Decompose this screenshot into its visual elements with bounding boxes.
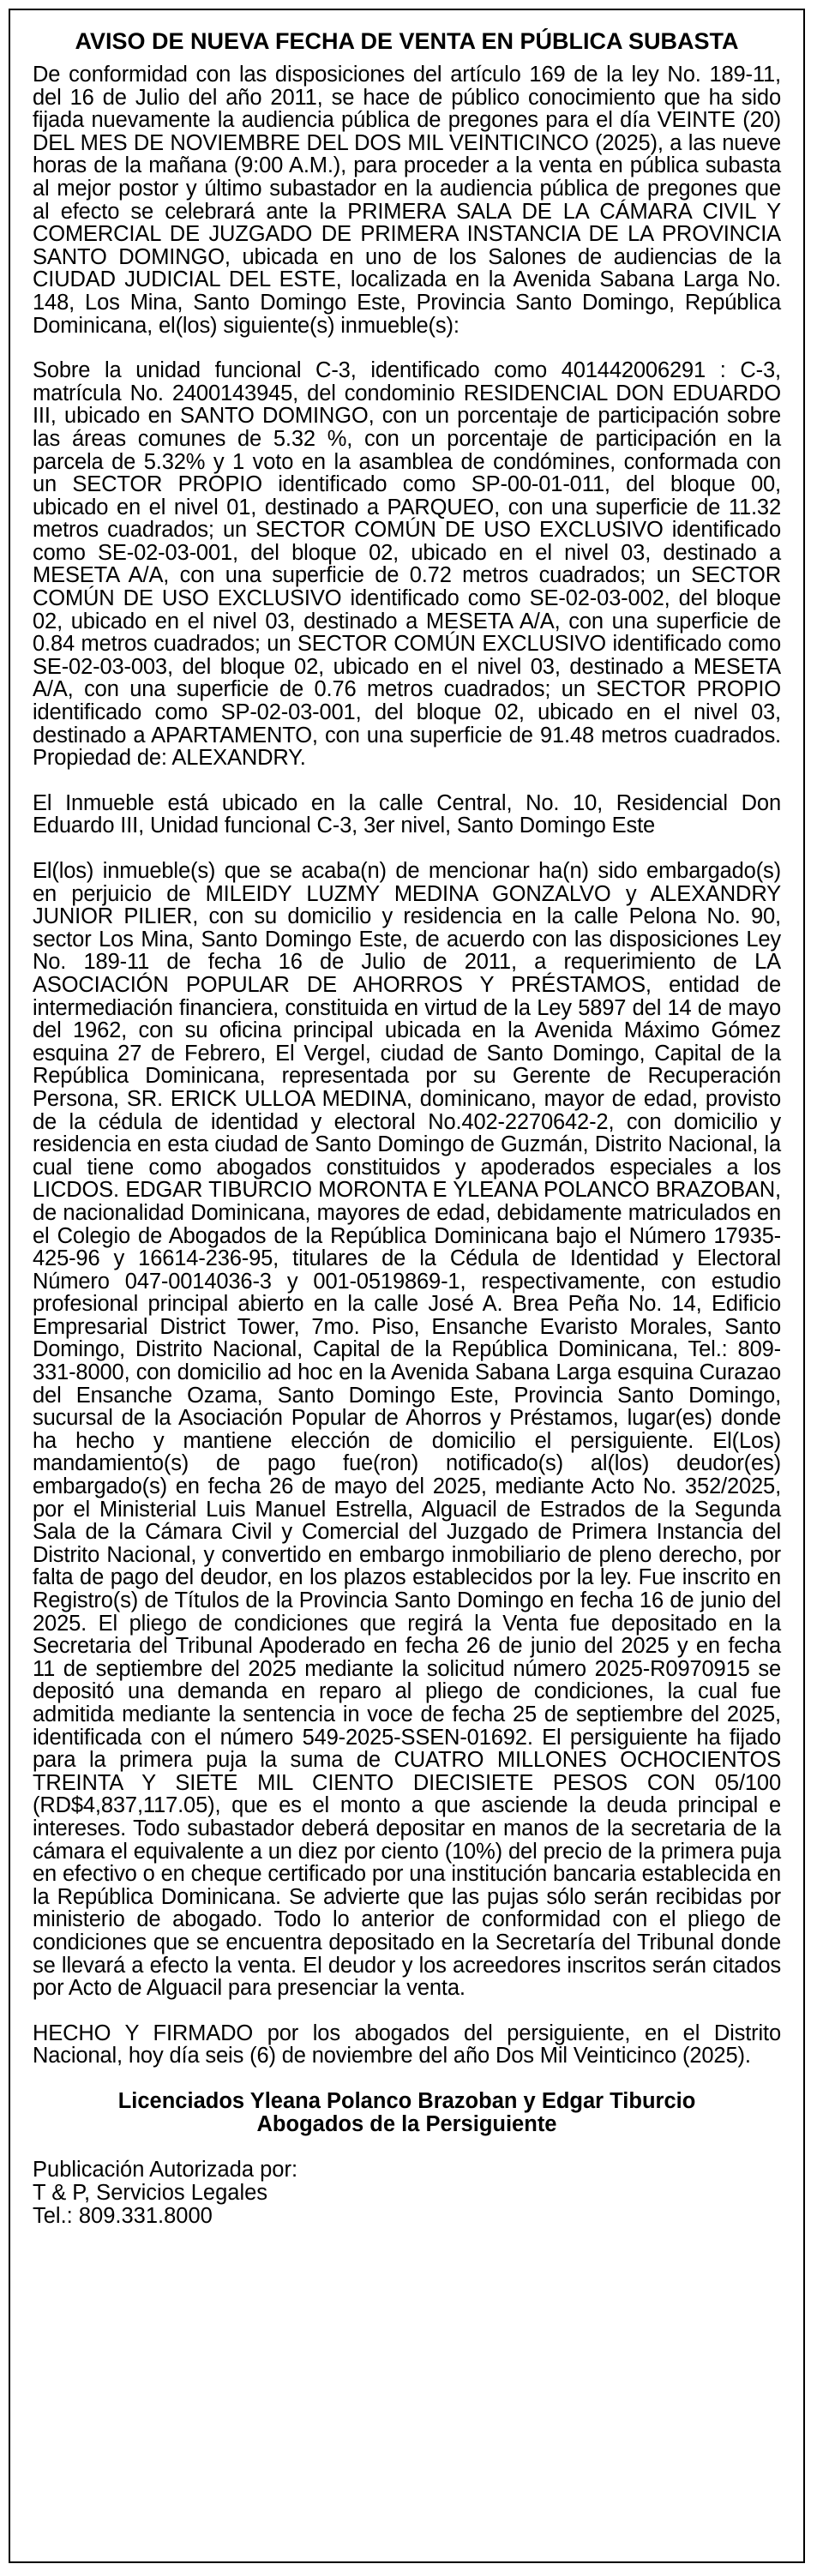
signature-block	[33, 2090, 781, 2136]
property-description-paragraph: Sobre la unidad funcional C-3, identificado como 401442006291 : C-3, matrícula No. 2400143945, del condominio RESIDENCIAL DON EDUARDO III, ubicado en SANTO DOMINGO, con un porcentaje de participación sobre las áreas comunes de 5.32 %, con un porcentaje de participación en la parcela de 5.32% y 1 voto en la asamblea de condómines, conformada con un SECTOR PROPIO identificado como SP-00-01-011, del bloque 00, ubicado en el nivel 01, destinado a PARQUEO, con una superficie de 11.32 metros cuadrados; un SECTOR COMÚN DE USO EXCLUSIVO identificado como SE-02-03-001, del bloque 02, ubicado en el nivel 03, destinado a MESETA A/A, con una superficie de 0.72 metros cuadrados; un SECTOR COMÚN DE USO EXCLUSIVO identificado como SE-02-03-002, del bloque 02, ubicado en el nivel 03, destinado a MESETA A/A, con una superficie de 0.84 metros cuadrados; un SECTOR COMÚN EXCLUSIVO identificado como SE-02-03-003, del bloque 02, ubicado en el nivel 03, destinado a MESETA A/A, con una superficie de 0.76 metros cuadrados; un SECTOR PROPIO identificado como SP-02-03-001, del bloque 02, ubicado en el nivel 03, destinado a APARTAMENTO, con una superficie de 91.48 metros cuadrados. Propiedad de: ALEXANDRY.	[33, 358, 781, 771]
notice-title: AVISO DE NUEVA FECHA DE VENTA EN PÚBLICA SUBASTA	[75, 28, 739, 54]
signed-paragraph: HECHO Y FIRMADO por los abogados del persiguiente, en el Distrito Nacional, hoy día seis (6) de noviembre del año Dos Mil Veinticinco (2025).	[33, 2021, 781, 2069]
signature-role: Abogados de la Persiguiente	[256, 2111, 557, 2136]
publication-authorized: Publicación Autorizada por:	[33, 2157, 298, 2182]
seizure-details-paragraph: El(los) inmueble(s) que se acaba(n) de mencionar ha(n) sido embargado(s) en perjuicio de MILEIDY LUZMY MEDINA GONZALVO y ALEXANDRY JUNIOR PILIER, con su domicilio y residencia en la calle Pelona No. 90, sector Los Mina, Santo Domingo Este, de acuerdo con las disposiciones Ley No. 189-11 de fecha 16 de Julio de 2011, a requerimiento de LA ASOCIACIÓN POPULAR DE AHORROS Y PRÉSTAMOS, entidad de intermediación financiera, constituida en virtud de la Ley 5897 del 14 de mayo del 1962, con su oficina principal ubicada en la Avenida Máximo Gómez esquina 27 de Febrero, El Vergel, ciudad de Santo Domingo, Capital de la República Dominicana, representada por su Gerente de Recuperación Persona, SR. ERICK ULLOA MEDINA, dominicano, mayor de edad, provisto de la cédula de identidad y electoral No.402-2270642-2, con domicilio y residencia en esta ciudad de Santo Domingo de Guzmán, Distrito Nacional, la cual tiene como abogados constituidos y apoderados especiales a los LICDOS. EDGAR TIBURCIO MORONTA E YLEANA POLANCO BRAZOBAN, de nacionalidad Dominicana, mayores de edad, debidamente matriculados en el Colegio de Abogados de la República Dominicana bajo el Número 17935-425-96 y 16614-236-95, titulares de la Cédula de Identidad y Electoral Número 047-0014036-3 y 001-0519869-1, respectivamente, con estudio profesional principal abierto en la calle José A. Brea Peña No. 14, Edificio Empresarial District Tower, 7mo. Piso, Ensanche Evaristo Morales, Santo Domingo, Distrito Nacional, Capital de la República Dominicana, Tel.: 809-331-8000, con domicilio ad hoc en la Avenida Sabana Larga esquina Curazao del Ensanche Ozama, Santo Domingo Este, Provincia Santo Domingo, sucursal de la Asociación Popular de Ahorros y Préstamos, lugar(es) donde ha hecho y mantiene elección de domicilio el persiguiente. El(Los) mandamiento(s) de pago fue(ron) notificado(s) al(los) deudor(es) embargado(s) en fecha 26 de mayo del 2025, mediante Acto No. 352/2025, por el Ministerial Luis Manuel Estrella, Alguacil de Estrados de la Segunda Sala de la Cámara Civil y Comercial del Juzgado de Primera Instancia del Distrito Nacional, y convertido en embargo inmobiliario de pleno derecho, por falta de pago del deudor, en los plazos establecidos por la ley. Fue inscrito en Registro(s) de Títulos de la Provincia Santo Domingo en fecha 16 de junio del 2025. El pliego de condiciones que regirá la Venta fue depositado en la Secretaria del Tribunal Apoderado en fecha 26 de junio del 2025 y en fecha 11 de septiembre del 2025 mediante la solicitud número 2025-R0970915 se depositó una demanda en reparo al pliego de condiciones, la cual fue admitida mediante la sentencia in voce de fecha 25 de septiembre del 2025, identificada con el número 549-2025-SSEN-01692. El persiguiente ha fijado para la primera puja la suma de CUATRO MILLONES OCHOCIENTOS TREINTA Y SIETE MIL CIENTO DIECISIETE PESOS CON 05/100 (RD$4,837,117.05), que es el monto a que asciende la deuda principal e intereses. Todo subastador deberá depositar en manos de la secretaria de la cámara el equivalente a un diez por ciento (10%) del precio de la primera puja en efectivo o en cheque certificado por una institución bancaria establecida en la República Dominicana. Se advierte que las pujas sólo serán recibidas por ministerio de abogado. Todo lo anterior de conformidad con el pliego de condiciones que se encuentra depositado en la Secretaría del Tribunal donde se llevará a efecto la venta. El deudor y los acreedores inscritos serán citados por Acto de Alguacil para presenciar la venta.	[33, 859, 781, 2001]
publication-phone: Tel.: 809.331.8000	[33, 2203, 213, 2228]
intro-paragraph: De conformidad con las disposiciones del artículo 169 de la ley No. 189-11, del 16 de Julio del año 2011, se hace de público conocimiento que ha sido fijada nuevamente la audiencia pública de pregones para el día VEINTE (20) DEL MES DE NOVIEMBRE DEL DOS MIL VEINTICINCO (2025), a las nueve horas de la mañana (9:00 A.M.), para proceder a la venta en pública subasta al mejor postor y último subastador en la audiencia pública de pregones que al efecto se celebrará ante la PRIMERA SALA DE LA CÁMARA CIVIL Y COMERCIAL DE JUZGADO DE PRIMERA INSTANCIA DE LA PROVINCIA SANTO DOMINGO, ubicada en uno de los Salones de audiencias de la CIUDAD JUDICIAL DEL ESTE, localizada en la Avenida Sabana Larga No. 148, Los Mina, Santo Domingo Este, Provincia Santo Domingo, República Dominicana, el(los) siguiente(s) inmueble(s):	[33, 63, 781, 338]
property-location-paragraph: El Inmueble está ubicado en la calle Central, No. 10, Residencial Don Eduardo III, Unidad funcional C-3, 3er nivel, Santo Domingo Este	[33, 790, 781, 838]
publication-info	[33, 2159, 781, 2228]
publication-company: T & P, Servicios Legales	[33, 2180, 268, 2205]
legal-notice	[9, 9, 805, 2563]
signature-names: Licenciados Yleana Polanco Brazoban y Edgar Tiburcio	[117, 2088, 696, 2113]
